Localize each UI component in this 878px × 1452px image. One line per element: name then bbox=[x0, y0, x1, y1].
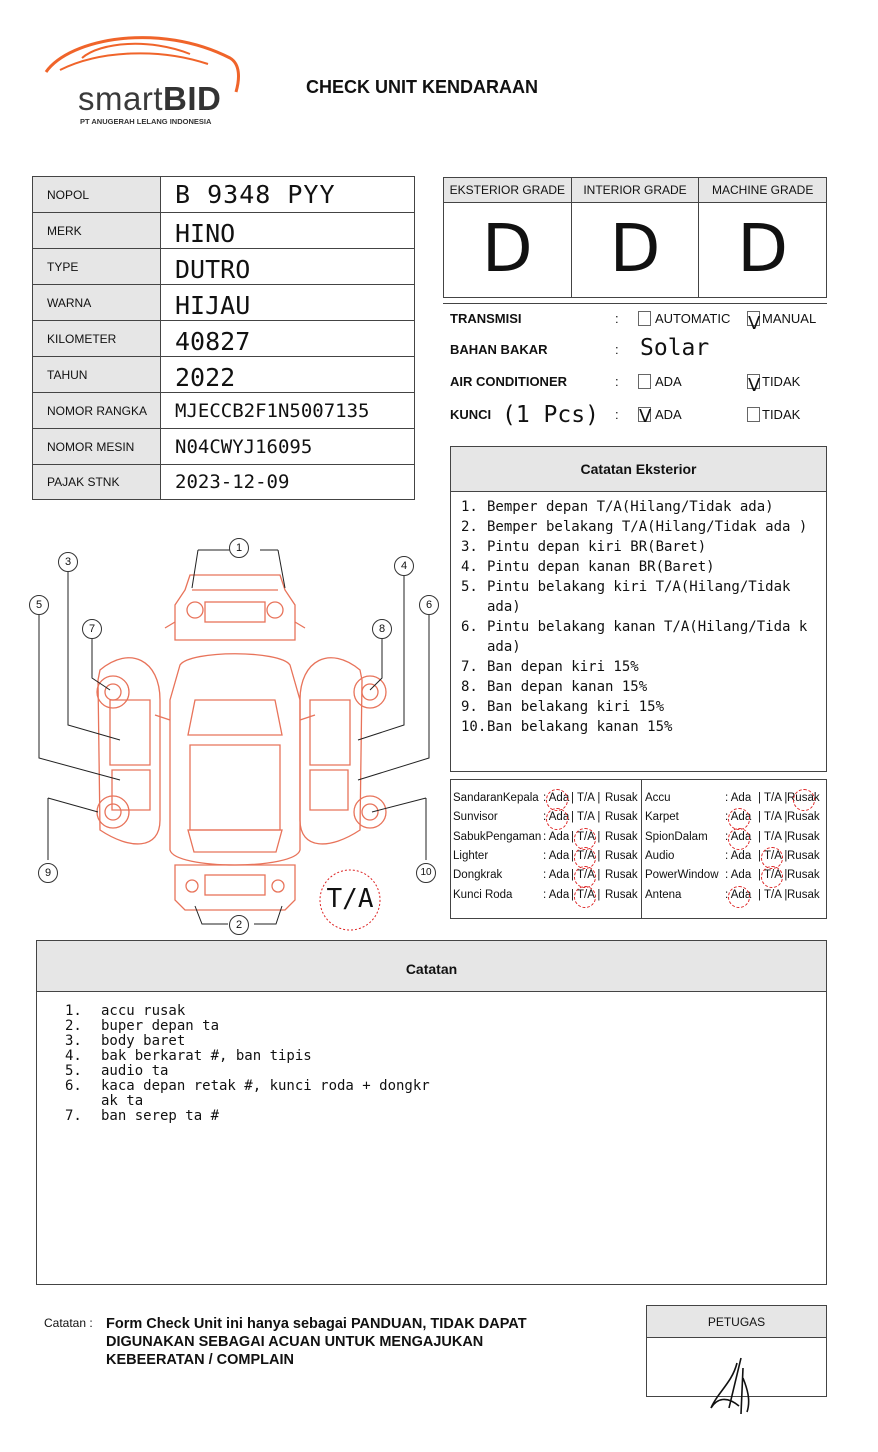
option-ta[interactable]: | T/A | bbox=[571, 830, 601, 843]
row-tahun bbox=[33, 357, 415, 393]
item-text: bak berkarat #, ban tipis bbox=[101, 1048, 312, 1064]
pajak-stnk-value: 2023-12-09 bbox=[161, 465, 415, 500]
diagram-label-8: 8 bbox=[372, 619, 392, 639]
automatic-option-label: AUTOMATIC bbox=[655, 311, 731, 326]
option-ada[interactable]: : Ada bbox=[543, 792, 570, 804]
list-item bbox=[65, 1049, 826, 1064]
option-ada[interactable]: : Ada bbox=[543, 869, 570, 882]
accessory-name: SabukPengaman bbox=[453, 830, 542, 843]
item-text: buper depan ta bbox=[101, 1018, 220, 1034]
nomor-rangka-value: MJECCB2F1N5007135 bbox=[161, 393, 415, 429]
item-number: 1. bbox=[65, 1003, 82, 1019]
item-number: 2. bbox=[65, 1018, 82, 1034]
list-item bbox=[65, 1064, 826, 1079]
catatan-section bbox=[36, 940, 827, 1285]
row-merk bbox=[33, 213, 415, 249]
list-item bbox=[461, 657, 826, 677]
row-nomor-mesin bbox=[33, 429, 415, 465]
option-rusak[interactable]: Rusak bbox=[605, 811, 638, 824]
accessory-row bbox=[453, 792, 636, 811]
option-ada[interactable]: : Ada bbox=[725, 869, 752, 882]
item-text: Pintu belakang kanan T/A(Hilang/Tida k ada) bbox=[487, 619, 808, 655]
list-item bbox=[65, 1109, 826, 1124]
item-text: Ban belakang kanan 15% bbox=[487, 719, 673, 735]
accessory-name: Lighter bbox=[453, 849, 489, 862]
option-ta[interactable]: | T/A | bbox=[758, 849, 788, 862]
option-rusak[interactable]: Rusak bbox=[605, 869, 638, 882]
kunci-ada-check-mark: V bbox=[639, 406, 652, 427]
diagram-label-10: 10 bbox=[416, 863, 436, 883]
option-rusak[interactable]: Rusak bbox=[787, 849, 820, 862]
smartbid-logo bbox=[40, 28, 250, 133]
option-ada[interactable]: : Ada bbox=[725, 811, 752, 824]
diagram-label-4: 4 bbox=[394, 556, 414, 576]
option-ta[interactable]: | T/A | bbox=[571, 888, 601, 901]
accessory-name: Sunvisor bbox=[453, 811, 498, 824]
accessory-row bbox=[453, 831, 636, 850]
accessory-name: Antena bbox=[645, 888, 682, 901]
item-text: Ban belakang kiri 15% bbox=[487, 699, 665, 715]
option-rusak[interactable]: Rusak bbox=[605, 849, 638, 862]
type-label: TYPE bbox=[33, 249, 161, 285]
divider bbox=[443, 303, 827, 304]
list-item bbox=[461, 537, 826, 557]
item-number: 5. bbox=[65, 1063, 82, 1079]
footer-label: Catatan : bbox=[44, 1316, 93, 1330]
option-rusak[interactable]: Rusak bbox=[605, 888, 638, 901]
signature-icon bbox=[647, 1338, 826, 1418]
kunci-ada-label: ADA bbox=[655, 407, 682, 422]
grade-interior-label: INTERIOR GRADE bbox=[572, 178, 699, 203]
accessory-row bbox=[645, 850, 828, 869]
selection-circle-icon bbox=[728, 828, 750, 850]
accessory-name: Karpet bbox=[645, 811, 679, 824]
list-item bbox=[461, 717, 826, 737]
list-item bbox=[65, 1004, 826, 1019]
option-ta[interactable]: | T/A | bbox=[571, 792, 601, 804]
nopol-label: NOPOL bbox=[33, 177, 161, 213]
grade-eksterior-label: EKSTERIOR GRADE bbox=[444, 178, 571, 203]
option-ta[interactable]: | T/A | bbox=[758, 888, 788, 901]
spec-ac bbox=[450, 374, 827, 394]
grade-eksterior bbox=[444, 178, 572, 297]
kunci-label: KUNCI bbox=[450, 407, 492, 422]
option-ta[interactable]: | T/A | bbox=[758, 869, 788, 882]
diagram-label-6: 6 bbox=[419, 595, 439, 615]
accessory-name: Kunci Roda bbox=[453, 888, 513, 901]
grade-interior bbox=[572, 178, 700, 297]
item-number: 5. bbox=[461, 579, 478, 595]
accessory-name: Audio bbox=[645, 849, 675, 862]
grade-machine-label: MACHINE GRADE bbox=[699, 178, 826, 203]
item-text: Pintu depan kanan BR(Baret) bbox=[487, 559, 715, 575]
logo-company: PT ANUGERAH LELANG INDONESIA bbox=[80, 117, 212, 126]
ac-ada-label: ADA bbox=[655, 374, 682, 389]
accessory-name: Accu bbox=[645, 792, 671, 804]
tahun-label: TAHUN bbox=[33, 357, 161, 393]
item-number: 7. bbox=[65, 1108, 82, 1124]
merk-label: MERK bbox=[33, 213, 161, 249]
item-text: Pintu belakang kiri T/A(Hilang/Tidak ada) bbox=[487, 579, 791, 615]
option-ta[interactable]: | T/A | bbox=[758, 811, 788, 824]
logo-smart: smart bbox=[78, 80, 163, 117]
diagram-label-7: 7 bbox=[82, 619, 102, 639]
option-ada[interactable]: : Ada bbox=[543, 811, 570, 824]
option-ta[interactable]: | T/A | bbox=[571, 849, 601, 862]
grade-box bbox=[443, 177, 827, 298]
item-number: 6. bbox=[461, 619, 478, 635]
row-kilometer bbox=[33, 321, 415, 357]
list-item bbox=[65, 1019, 826, 1034]
footer-disclaimer: Form Check Unit ini hanya sebagai PANDUAN, TIDAK DAPAT DIGUNAKAN SEBAGAI ACUAN UNTUK MENGAJUKAN KEBEERATAN / COMPLAIN bbox=[106, 1316, 527, 1368]
item-text: ban serep ta # bbox=[101, 1108, 220, 1124]
list-item bbox=[461, 517, 826, 537]
list-item bbox=[461, 577, 826, 617]
option-rusak[interactable]: Rusak bbox=[787, 830, 820, 843]
accessory-name: PowerWindow bbox=[645, 869, 719, 882]
automatic-checkbox[interactable] bbox=[638, 311, 651, 326]
ta-stamp: T/A bbox=[326, 884, 374, 914]
item-text: Bemper depan T/A(Hilang/Tidak ada) bbox=[487, 499, 774, 515]
colon: : bbox=[615, 374, 619, 389]
option-ada[interactable]: : Ada bbox=[543, 888, 570, 901]
list-item bbox=[461, 697, 826, 717]
exterior-notes-title: Catatan Eksterior bbox=[451, 447, 826, 492]
item-text: audio ta bbox=[101, 1063, 169, 1079]
option-rusak[interactable]: Rusak bbox=[605, 792, 638, 804]
accessories-checklist bbox=[450, 779, 827, 919]
ac-label: AIR CONDITIONER bbox=[450, 374, 567, 389]
option-ta[interactable]: | T/A | bbox=[571, 869, 601, 882]
nomor-rangka-label: NOMOR RANGKA bbox=[33, 393, 161, 429]
selection-circle-icon bbox=[728, 886, 750, 908]
catatan-title: Catatan bbox=[37, 941, 826, 992]
list-item bbox=[65, 1079, 826, 1109]
accessory-name: Dongkrak bbox=[453, 869, 503, 882]
petugas-label: PETUGAS bbox=[647, 1306, 826, 1338]
item-number: 6. bbox=[65, 1078, 82, 1094]
accessory-row bbox=[453, 869, 636, 888]
item-number: 4. bbox=[461, 559, 478, 575]
diagram-label-1: 1 bbox=[229, 538, 249, 558]
item-text: accu rusak bbox=[101, 1003, 186, 1019]
item-number: 4. bbox=[65, 1048, 82, 1064]
row-type bbox=[33, 249, 415, 285]
warna-label: WARNA bbox=[33, 285, 161, 321]
row-pajak-stnk bbox=[33, 465, 415, 500]
item-number: 3. bbox=[461, 539, 478, 555]
pajak-stnk-label: PAJAK STNK bbox=[33, 465, 161, 500]
colon: : bbox=[615, 342, 619, 357]
type-value: DUTRO bbox=[161, 249, 415, 285]
accessory-name: SpionDalam bbox=[645, 830, 708, 843]
grade-machine bbox=[699, 178, 826, 297]
ac-ada-checkbox[interactable] bbox=[638, 374, 651, 389]
logo-bid: BID bbox=[163, 80, 222, 117]
option-ada[interactable]: : Ada bbox=[725, 830, 752, 843]
row-nopol bbox=[33, 177, 415, 213]
diagram-label-5: 5 bbox=[29, 595, 49, 615]
option-ada[interactable]: : Ada bbox=[725, 792, 752, 804]
option-rusak[interactable]: Rusak bbox=[787, 869, 820, 882]
car-damage-diagram bbox=[20, 530, 440, 940]
manual-check-mark: V bbox=[748, 313, 761, 334]
option-ta[interactable]: | T/A | bbox=[571, 811, 601, 824]
accessory-row bbox=[453, 811, 636, 830]
accessory-row bbox=[453, 850, 636, 869]
item-number: 10. bbox=[461, 719, 487, 735]
page-title: CHECK UNIT KENDARAAN bbox=[306, 77, 538, 97]
diagram-label-3: 3 bbox=[58, 552, 78, 572]
manual-option-label: MANUAL bbox=[762, 311, 817, 326]
row-warna bbox=[33, 285, 415, 321]
transmisi-label: TRANSMISI bbox=[450, 311, 522, 326]
colon: : bbox=[615, 407, 619, 422]
accessories-divider bbox=[641, 780, 642, 918]
nomor-mesin-label: NOMOR MESIN bbox=[33, 429, 161, 465]
item-text: kaca depan retak #, kunci roda + dongkrak ta bbox=[101, 1078, 430, 1109]
kilometer-label: KILOMETER bbox=[33, 321, 161, 357]
option-ada[interactable]: : Ada bbox=[543, 830, 570, 843]
list-item bbox=[461, 677, 826, 697]
item-number: 7. bbox=[461, 659, 478, 675]
item-text: Bemper belakang T/A(Hilang/Tidak ada ) bbox=[487, 519, 808, 535]
item-text: Pintu depan kiri BR(Baret) bbox=[487, 539, 707, 555]
option-ta[interactable]: | T/A | bbox=[758, 792, 788, 804]
tahun-value: 2022 bbox=[161, 357, 415, 393]
warna-value: HIJAU bbox=[161, 285, 415, 321]
kilometer-value: 40827 bbox=[161, 321, 415, 357]
kunci-tidak-checkbox[interactable] bbox=[747, 407, 760, 422]
exterior-notes-list bbox=[451, 492, 826, 737]
diagram-label-9: 9 bbox=[38, 863, 58, 883]
spec-bahan-bakar bbox=[450, 336, 827, 362]
spec-transmisi bbox=[450, 311, 827, 334]
car-outline-icon bbox=[20, 530, 440, 940]
option-ada[interactable]: : Ada bbox=[725, 888, 752, 901]
selection-circle-icon bbox=[574, 886, 596, 908]
catatan-list bbox=[37, 992, 826, 1124]
option-rusak[interactable]: Rusak bbox=[787, 888, 820, 901]
accessory-row bbox=[453, 889, 636, 908]
option-rusak[interactable]: Rusak bbox=[605, 830, 638, 843]
option-ada[interactable]: : Ada bbox=[725, 849, 752, 862]
kunci-tidak-label: TIDAK bbox=[762, 407, 801, 422]
list-item bbox=[461, 617, 826, 657]
selection-circle-icon bbox=[793, 789, 815, 811]
item-text: body baret bbox=[101, 1033, 186, 1049]
item-text: Ban depan kiri 15% bbox=[487, 659, 639, 675]
ac-tidak-check-mark: V bbox=[748, 375, 761, 396]
list-item bbox=[65, 1034, 826, 1049]
kunci-count: (1 Pcs) bbox=[502, 402, 599, 428]
item-number: 3. bbox=[65, 1033, 82, 1049]
item-text: Ban depan kanan 15% bbox=[487, 679, 648, 695]
diagram-label-2: 2 bbox=[229, 915, 249, 935]
grade-eksterior-value: D bbox=[481, 210, 533, 287]
merk-value: HINO bbox=[161, 213, 415, 249]
colon: : bbox=[615, 311, 619, 326]
option-ada[interactable]: : Ada bbox=[543, 849, 570, 862]
accessory-name: SandaranKepala bbox=[453, 792, 539, 804]
list-item bbox=[461, 497, 826, 517]
item-number: 8. bbox=[461, 679, 478, 695]
bahan-bakar-value: Solar bbox=[640, 335, 710, 361]
grade-machine-value: D bbox=[737, 210, 789, 287]
spec-kunci bbox=[450, 402, 827, 430]
option-rusak[interactable]: Rusak bbox=[787, 792, 820, 804]
petugas-box bbox=[646, 1305, 827, 1397]
grade-interior-value: D bbox=[609, 210, 661, 287]
ac-tidak-label: TIDAK bbox=[762, 374, 801, 389]
item-number: 1. bbox=[461, 499, 478, 515]
list-item bbox=[461, 557, 826, 577]
option-ta[interactable]: | T/A | bbox=[758, 830, 788, 843]
option-rusak[interactable]: Rusak bbox=[787, 811, 820, 824]
bahan-bakar-label: BAHAN BAKAR bbox=[450, 342, 548, 357]
vehicle-info-table bbox=[32, 176, 415, 500]
nopol-value: B 9348 PYY bbox=[161, 177, 415, 213]
nomor-mesin-value: N04CWYJ16095 bbox=[161, 429, 415, 465]
row-nomor-rangka bbox=[33, 393, 415, 429]
item-number: 2. bbox=[461, 519, 478, 535]
exterior-notes bbox=[450, 446, 827, 772]
item-number: 9. bbox=[461, 699, 478, 715]
